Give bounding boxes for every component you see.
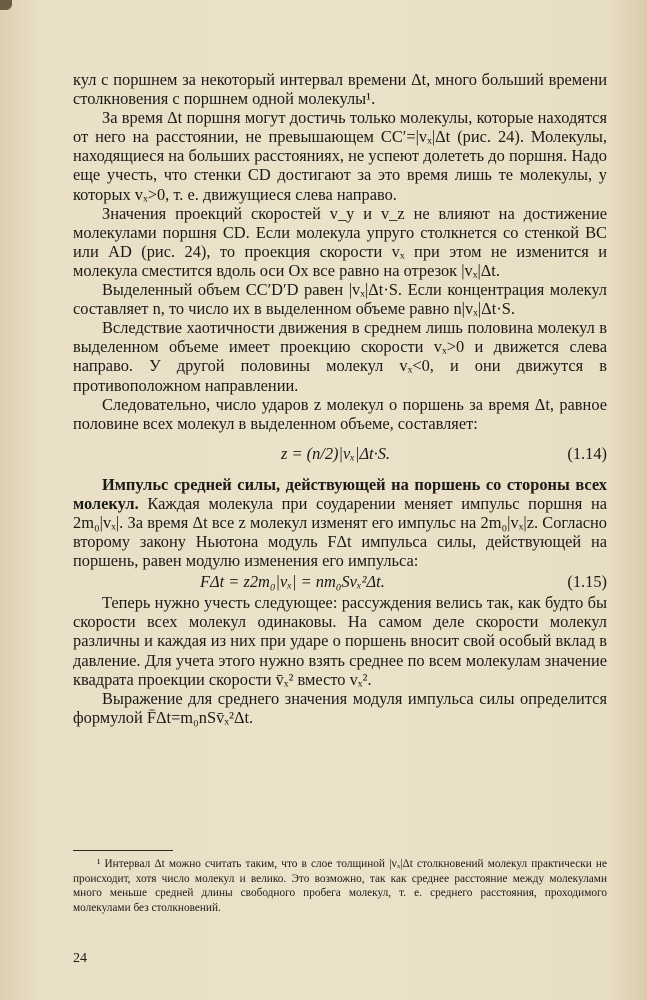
formula-1-14-number: (1.14) xyxy=(567,443,607,463)
formula-1-14-body: z = (n/2)|vₓ|Δt·S. xyxy=(281,443,391,463)
paragraph-selected-volume: Выделенный объем CC′D′D равен |vₓ|Δt·S. Если концентрация молекул составляет n, то число их в выделенном объеме равно n|vₓ|Δt·S. xyxy=(73,280,607,319)
paragraph-time-interval: За время Δt поршня могут достичь только молекулы, которые находятся от него на расстоянии, не превышающем CC′=|vₓ|Δt (рис. 24). Молекулы, находящиеся на больших расстояниях, не успеют долететь до поршня. Надо еще учесть, что стенки CD достигают за это время лишь те молекулы, у которых vₓ>0, т. е. движущиеся слева направо. xyxy=(73,108,607,204)
paragraph-force-impulse xyxy=(73,475,607,570)
formula-1-15-number: (1.15) xyxy=(567,572,607,592)
formula-1-15-body: FΔt = z2m₀|vₓ| = nm₀Svₓ²Δt. xyxy=(200,572,385,592)
footnote-divider xyxy=(73,850,173,851)
formula-1-15 xyxy=(73,571,607,593)
paragraph-velocity-projections: Значения проекций скоростей v_y и v_z не влияют на достижение молекулами поршня CD. Если молекула упруго столкнется со стенкой BC или AD (рис. 24), то проекция скорости vₓ при этом не изменится и молекула сместится вдоль оси Ox все равно на отрезок |vₓ|Δt. xyxy=(73,203,607,280)
page-number: 24 xyxy=(73,951,87,966)
paragraph-continuation: кул с поршнем за некоторый интервал времени Δt, много больший времени столкновения с поршнем одной молекулы¹. xyxy=(73,70,607,109)
section-body: Каждая молекула при соударении меняет импульс поршня на 2m₀|vₓ|. За время Δt все z молекул изменят его импульс на 2m₀|vₓ|z. Согласно второму закону Ньютона модуль FΔt импульса силы, действующей на поршень, равен модулю изменения его импульса: xyxy=(73,493,607,571)
page-corner-mark xyxy=(0,0,12,10)
paragraph-number-of-impacts: Следовательно, число ударов z молекул о поршень за время Δt, равное половине всех молекул в выделенном объеме, составляет: xyxy=(73,394,607,433)
main-text xyxy=(73,70,607,727)
paragraph-average-square: Теперь нужно учесть следующее: рассуждения велись так, как будто бы скорости всех молекул одинаковы. На самом деле скорости молекул различны и каждая из них при ударе о поршень вносит свой особый вклад в давление. Для учета этого нужно взять среднее по всем молекулам значение квадрата проекции скорости v̄ₓ² вместо vₓ². xyxy=(73,593,607,689)
paragraph-chaotic-motion: Вследствие хаотичности движения в среднем лишь половина молекул в выделенном объеме имеет проекцию скорости vₓ>0 и движется слева направо. У другой половины молекул vₓ<0, и они движутся в противоположном направлении. xyxy=(73,318,607,395)
footnote: ¹ Интервал Δt можно считать таким, что в слое толщиной |vₓ|Δt столкновений молекул практически не происходит, хотя число молекул и велико. Это возможно, так как среднее расстояние между молекулами много меньше средней длины свободного пробега молекул, т. е. среднего расстояния, проходимого молекулами без столкновений. xyxy=(73,858,607,914)
section-heading: Импульс средней силы, действующей на поршень со стороны всех молекул. xyxy=(73,474,607,513)
formula-1-14 xyxy=(73,437,607,467)
paragraph-mean-impulse: Выражение для среднего значения модуля импульса силы определится формулой F̄Δt=m₀nSv̄ₓ²Δt. xyxy=(73,688,607,727)
